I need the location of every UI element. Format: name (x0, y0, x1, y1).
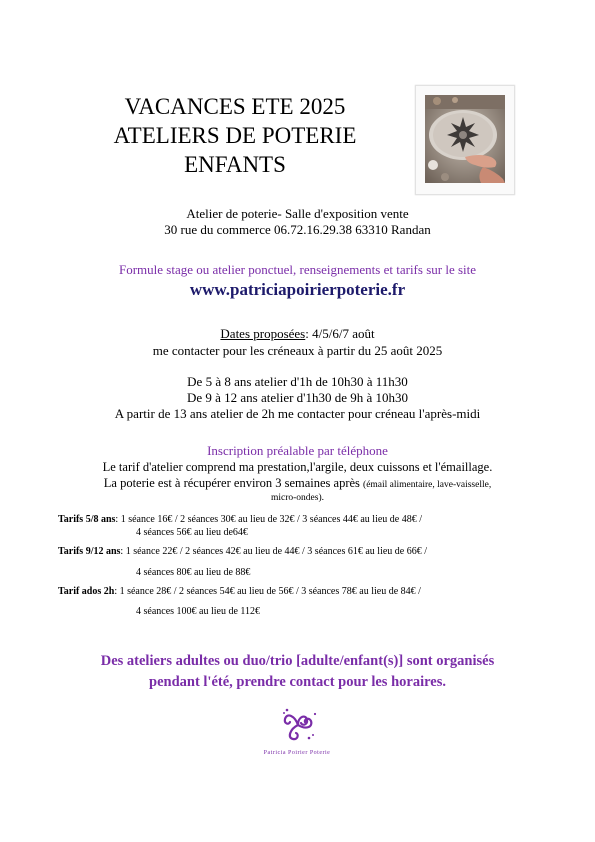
tarif-label: Tarifs 9/12 ans (58, 546, 121, 557)
tarif-prices: : 1 séance 16€ / 2 séances 30€ au lieu de 32€ / 3 séances 44€ au lieu de 48€ / (115, 514, 422, 525)
dates-label: Dates proposées (220, 326, 306, 341)
address-line-1: Atelier de poterie- Salle d'exposition vente (186, 206, 409, 221)
inscription-heading: Inscription préalable par téléphone (207, 443, 388, 458)
tarif-row-9-12 (58, 546, 427, 558)
triskel-logo-icon (275, 702, 321, 748)
adult-workshops-notice (0, 651, 595, 693)
address-line-2: 30 rue du commerce 06.72.16.29.38 63310 Randan (164, 222, 431, 237)
address-block (0, 206, 595, 238)
pottery-photo-image (425, 95, 505, 183)
inscription-line-2 (0, 475, 595, 493)
dates-line (0, 326, 595, 342)
page-title (70, 92, 400, 179)
age-group-5-8: De 5 à 8 ans atelier d'1h de 10h30 à 11h30 (187, 374, 408, 389)
title-line-3: ENFANTS (184, 152, 286, 177)
tarif-prices: : 1 séance 22€ / 2 séances 42€ au lieu de 44€ / 3 séances 61€ au lieu de 66€ / (120, 546, 427, 557)
tarif-label: Tarif ados 2h (58, 586, 115, 597)
tarif-row-5-8 (58, 514, 422, 526)
website-link[interactable]: www.patriciapoirierpoterie.fr (189, 280, 406, 299)
tarif-row-ados (58, 586, 421, 598)
dates-value: : 4/5/6/7 août (305, 326, 375, 341)
pottery-photo (415, 85, 515, 195)
tarif-label: Tarifs 5/8 ans (58, 514, 116, 525)
logo-text: Patricia Poirier Poterie (263, 750, 331, 756)
tarif-row-5-8-cont: 4 séances 56€ au lieu de64€ (136, 527, 248, 538)
adult-line-1: Des ateliers adultes ou duo/trio [adulte/enfant(s)] sont organisés (100, 653, 495, 669)
inscription-line-1: Le tarif d'atelier comprend ma prestation,l'argile, deux cuissons et l'émaillage. (102, 460, 493, 474)
age-group-13plus: A partir de 13 ans atelier de 2h me contacter pour créneau l'après-midi (114, 406, 481, 421)
inscription-line-3: micro-ondes). (270, 493, 325, 503)
pickup-text: La poterie est à récupérer environ 3 semaines après (103, 476, 364, 490)
tarif-prices: : 1 séance 28€ / 2 séances 54€ au lieu de 56€ / 3 séances 78€ au lieu de 84€ / (114, 586, 421, 597)
adult-line-2: pendant l'été, prendre contact pour les horaires. (149, 674, 446, 690)
age-groups (0, 374, 595, 422)
formule-text: Formule stage ou atelier ponctuel, renseignements et tarifs sur le site (118, 262, 477, 277)
age-group-9-12: De 9 à 12 ans atelier d'1h30 de 9h à 10h30 (186, 390, 409, 405)
pickup-note: (émail alimentaire, lave-vaisselle, (363, 480, 492, 490)
title-line-1: VACANCES ETE 2025 (124, 94, 346, 119)
tarif-row-ados-cont: 4 séances 100€ au lieu de 112€ (136, 606, 261, 617)
tarif-row-9-12-cont: 4 séances 80€ au lieu de 88€ (136, 567, 251, 578)
dates-contact: me contacter pour les créneaux à partir du 25 août 2025 (152, 343, 443, 358)
title-line-2: ATELIERS DE POTERIE (113, 123, 357, 148)
